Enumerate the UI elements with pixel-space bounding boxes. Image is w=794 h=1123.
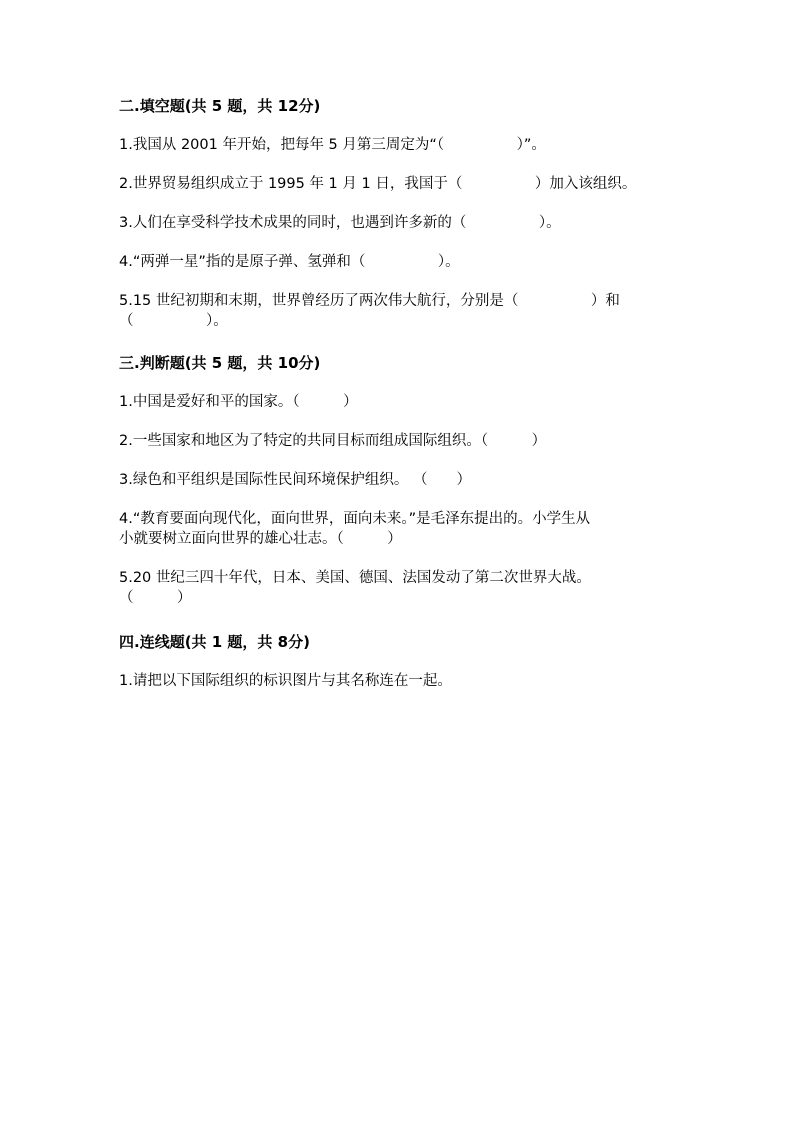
question-item bbox=[119, 291, 679, 331]
question-text: 1.我国从 2001 年开始，把每年 5 月第三周定为“（ ）”。 bbox=[119, 137, 546, 153]
question-text-continued: （ ）。 bbox=[119, 313, 228, 329]
section-matching bbox=[119, 632, 679, 710]
question-item bbox=[119, 174, 679, 194]
section-title: 二.填空题(共 5 题，共 12分) bbox=[119, 97, 321, 115]
question-text-continued: 小就要树立面向世界的雄心壮志。（ ） bbox=[119, 531, 402, 547]
question-text: 4.“两弹一星”指的是原子弹、氢弹和（ ）。 bbox=[119, 254, 460, 270]
question-text: 3.人们在享受科学技术成果的同时，也遇到许多新的（ ）。 bbox=[119, 215, 561, 231]
question-item bbox=[119, 392, 679, 412]
question-item bbox=[119, 671, 679, 691]
question-text: 2.世界贸易组织成立于 1995 年 1 月 1 日，我国于（ ）加入该组织。 bbox=[119, 176, 637, 192]
question-text: 1.中国是爱好和平的国家。（ ） bbox=[119, 394, 358, 410]
question-item bbox=[119, 431, 679, 451]
question-item bbox=[119, 135, 679, 155]
question-item bbox=[119, 568, 679, 608]
section-title: 三.判断题(共 5 题，共 10分) bbox=[119, 354, 321, 372]
question-item bbox=[119, 213, 679, 233]
section-title: 四.连线题(共 1 题，共 8分) bbox=[119, 633, 310, 651]
question-text: 5.15 世纪初期和末期，世界曾经历了两次伟大航行，分别是（ ）和 bbox=[119, 293, 620, 309]
question-text: 1.请把以下国际组织的标识图片与其名称连在一起。 bbox=[119, 673, 452, 689]
question-item bbox=[119, 470, 679, 490]
question-text: 4.“教育要面向现代化，面向世界，面向未来。”是毛泽东提出的。小学生从 bbox=[119, 511, 591, 527]
question-item bbox=[119, 252, 679, 272]
section-fill-in-blank bbox=[119, 96, 679, 350]
question-text-continued: （ ） bbox=[119, 590, 192, 606]
question-text: 2.一些国家和地区为了特定的共同目标而组成国际组织。（ ） bbox=[119, 433, 547, 449]
section-true-false bbox=[119, 353, 679, 627]
question-text: 5.20 世纪三四十年代，日本、美国、德国、法国发动了第二次世界大战。 bbox=[119, 570, 591, 586]
question-item bbox=[119, 509, 679, 549]
question-text: 3.绿色和平组织是国际性民间环境保护组织。 （ ） bbox=[119, 472, 471, 488]
